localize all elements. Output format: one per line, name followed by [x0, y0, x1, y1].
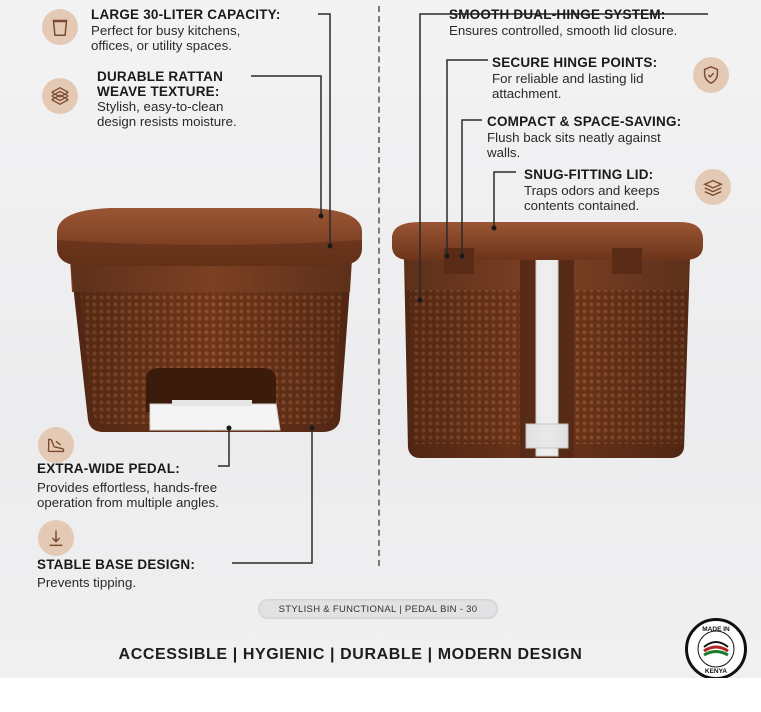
feature-lid-desc-1: Traps odors and keeps — [524, 183, 660, 198]
feature-hinge-title: SMOOTH DUAL-HINGE SYSTEM: — [449, 7, 666, 22]
front-view-bin — [57, 208, 362, 432]
feature-hinge-desc: Ensures controlled, smooth lid closure. — [449, 23, 678, 38]
feature-capacity-desc-2: offices, or utility spaces. — [91, 38, 232, 53]
feature-pedal-desc-1: Provides effortless, hands-free — [37, 480, 218, 495]
seal-bottom-text: KENYA — [704, 668, 728, 675]
feature-hinge-points-desc-1: For reliable and lasting lid — [492, 71, 644, 86]
layers-icon — [695, 169, 731, 205]
center-divider — [378, 6, 380, 566]
feature-pedal-desc-2: operation from multiple angles. — [37, 495, 219, 510]
feature-capacity-title: LARGE 30-LITER CAPACITY: — [91, 7, 281, 22]
feature-capacity-desc-1: Perfect for busy kitchens, — [91, 23, 241, 38]
seal-top-text: MADE IN — [702, 626, 730, 633]
shield-check-icon — [693, 57, 729, 93]
feature-weave-title-2: WEAVE TEXTURE: — [97, 84, 220, 99]
down-arrow-icon — [38, 520, 74, 556]
feature-base-desc: Prevents tipping. — [37, 575, 137, 590]
feature-lid-title: SNUG-FITTING LID: — [524, 167, 654, 182]
feature-compact-title: COMPACT & SPACE-SAVING: — [487, 114, 682, 129]
feature-weave-title: DURABLE RATTAN — [97, 69, 224, 84]
bin-icon — [42, 9, 78, 45]
feature-weave-desc-1: Stylish, easy-to-clean — [97, 99, 224, 114]
weave-icon — [42, 78, 78, 114]
feature-lid-desc-2: contents contained. — [524, 198, 640, 213]
tagline — [0, 646, 761, 664]
feature-compact-desc-2: walls. — [487, 145, 521, 160]
foot-icon — [38, 427, 74, 463]
feature-pedal-title: EXTRA-WIDE PEDAL: — [37, 461, 180, 476]
feature-compact-desc-1: Flush back sits neatly against — [487, 130, 661, 145]
feature-hinge-points-title: SECURE HINGE POINTS: — [492, 55, 658, 70]
seal-graphic — [688, 621, 744, 677]
product-caption: STYLISH & FUNCTIONAL | PEDAL BIN - 30 — [258, 599, 498, 619]
back-view-bin — [392, 222, 703, 458]
feature-weave-desc-2: design resists moisture. — [97, 114, 237, 129]
feature-hinge-points-desc-2: attachment. — [492, 86, 562, 101]
feature-base-title: STABLE BASE DESIGN: — [37, 557, 196, 572]
made-in-kenya-seal — [685, 618, 747, 678]
tagline-text: ACCESSIBLE | HYGIENIC | DURABLE | MODERN DESIGN — [118, 646, 583, 663]
